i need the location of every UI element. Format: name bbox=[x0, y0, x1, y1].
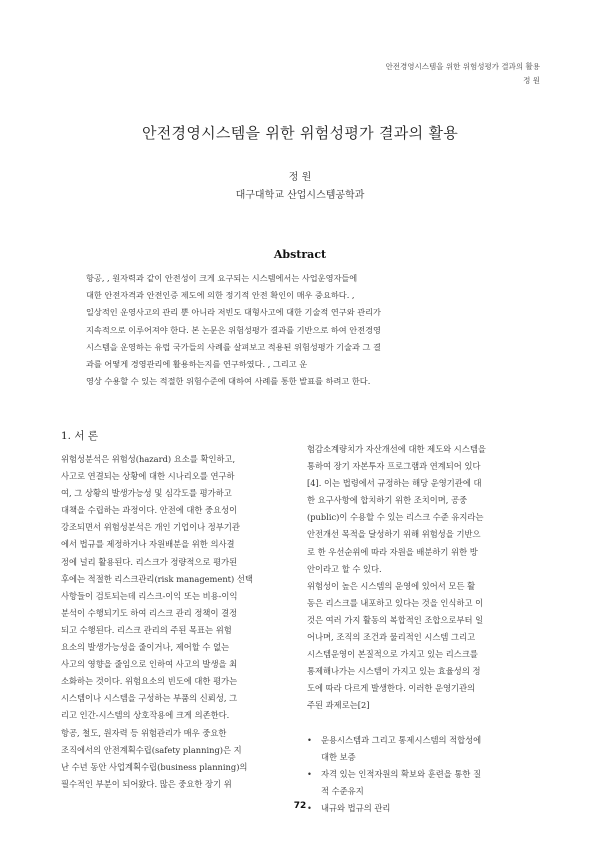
body-text-line: 대책을 수립하는 과정이다. 안전에 대한 중요성이 bbox=[61, 505, 238, 516]
body-text-line: 정에 널리 활용된다. 리스크가 정량적으로 평가된 bbox=[61, 556, 238, 567]
page-number: 72 bbox=[293, 801, 307, 811]
body-text-line: 험감소계량치가 자산개선에 대한 제도와 시스템을 bbox=[307, 444, 486, 454]
body-text-line: 사고의 영향을 줄임으로 인하여 사고의 발생을 최 bbox=[61, 659, 238, 670]
body-text-line: 사고로 연결되는 상황에 대한 시나리오를 연구하 bbox=[61, 471, 235, 482]
body-text-line: 항공, 철도, 원자력 등 위험관리가 매우 중요한 bbox=[61, 727, 227, 738]
body-text-line: 어나며, 조직의 조건과 물리적인 시스템 그리고 bbox=[307, 632, 476, 643]
body-text-line: 소화하는 것이다. 위험요소의 빈도에 대한 평가는 bbox=[61, 676, 238, 687]
body-text-line: 위험성분석은 위험성(hazard) 요소를 확인하고, bbox=[61, 454, 236, 464]
body-text-line: 안이라고 할 수 있다. bbox=[307, 563, 382, 574]
abstract-line: 시스템을 운영하는 유럽 국가들의 사례를 살펴보고 적용된 위험성평가 기술과 그 결 bbox=[86, 341, 381, 352]
list-item bbox=[307, 732, 540, 749]
body-text-line: 분석이 수행되기도 하여 리스크 관리 정책이 결정 bbox=[61, 607, 238, 618]
body-text-line: 동은 리스크를 내포하고 있다는 것을 인식하고 이 bbox=[307, 597, 484, 608]
body-text-line: 안전개선 목적을 달성하기 위해 위험성을 기반으 bbox=[307, 529, 481, 540]
body-text-line: 리고 인간-시스템의 상호작용에 크게 의존한다. bbox=[61, 710, 230, 721]
list-item bbox=[307, 766, 540, 783]
running-head bbox=[386, 60, 540, 88]
list-item-text: 자격 있는 인적자원의 확보와 훈련을 통한 질 bbox=[321, 768, 482, 779]
body-text-line: 로 한 우선순위에 따라 자원을 배분하기 위한 방 bbox=[307, 546, 478, 557]
paper-title: 안전경영시스템을 위한 위험성평가 결과의 활용 bbox=[141, 124, 459, 142]
bullet-icon: • bbox=[307, 802, 312, 813]
body-text-line: 사항들이 검토되는데 리스크-이익 또는 비용-이익 bbox=[61, 590, 238, 601]
body-text-line: 여, 그 상황의 발생가능성 및 심각도를 평가하고 bbox=[61, 488, 232, 499]
list-item-text: 내규와 법규의 관리 bbox=[321, 802, 391, 813]
body-text-line: 도에 따라 다르게 발생한다. 이러한 운영기관의 bbox=[307, 683, 476, 694]
author-name: 정 원 bbox=[288, 172, 312, 183]
body-text-line: [4]. 이는 법령에서 규정하는 해당 운영기관에 대 bbox=[307, 478, 482, 489]
list-item-text: 운용시스템과 그리고 통제시스템의 적합성에 bbox=[321, 734, 482, 745]
body-text-line: 주된 과제로는[2] bbox=[307, 700, 370, 711]
body-text-line: 조직에서의 안전계획수립(safety planning)은 지 bbox=[61, 744, 242, 755]
body-text-line: 위험성이 높은 시스템의 운영에 있어서 모든 활 bbox=[307, 580, 476, 591]
list-spacer bbox=[307, 715, 540, 732]
body-text-line: 통하여 장기 자본투자 프로그램과 연계되어 있다 bbox=[307, 461, 481, 472]
body-text-line: 에서 법규를 제정하거나 자원배분을 위한 의사결 bbox=[61, 539, 235, 550]
body-text-line: (public)이 수용할 수 있는 리스크 수준 유지라는 bbox=[307, 512, 484, 523]
running-head-title: 안전경영시스템을 위한 위험성평가 결과의 활용 bbox=[385, 62, 540, 71]
body-text-line: 시스템이나 시스템을 구성하는 부품의 신뢰성, 그 bbox=[61, 693, 238, 704]
body-text-line: 한 요구사항에 합치하기 위한 조치이며, 공중 bbox=[307, 495, 468, 506]
body-text-line: 필수적인 부분이 되어왔다. 많은 중요한 장기 위 bbox=[61, 778, 232, 789]
abstract-heading: Abstract bbox=[273, 248, 327, 261]
bullet-icon: • bbox=[307, 768, 312, 779]
abstract-line: 항공, , 원자력과 같이 안전성이 크게 요구되는 시스템에서는 사업운영자들에 bbox=[86, 273, 358, 283]
list-item-continuation: 적 수준유지 bbox=[321, 785, 364, 796]
body-text-line: 후에는 적절한 리스크관리(risk management) 선택 bbox=[61, 573, 253, 584]
left-column bbox=[61, 451, 294, 793]
running-head-author: 정 원 bbox=[523, 76, 540, 85]
body-text-line: 강조되면서 위험성분석은 개인 기업이나 정부기관 bbox=[61, 522, 240, 533]
body-text-line: 난 수년 동안 사업계획수립(business planning)의 bbox=[61, 761, 248, 772]
body-text-line: 것은 여러 가지 활동의 복합적인 조합으로부터 일 bbox=[307, 614, 484, 625]
abstract-line: 일상적인 운영사고의 관리 뿐 아니라 저빈도 대형사고에 대한 기술적 연구와 관리가 bbox=[86, 307, 381, 318]
abstract-line: 지속적으로 이루어져야 한다. 본 논문은 위험성평가 결과를 기반으로 하여 안전경영 bbox=[86, 324, 381, 335]
right-column bbox=[307, 441, 540, 817]
bullet-icon: • bbox=[307, 734, 312, 745]
list-item-continuation: 대한 보증 bbox=[321, 751, 356, 762]
author-affiliation: 대구대학교 산업시스템공학과 bbox=[235, 190, 365, 201]
abstract-body bbox=[86, 270, 516, 390]
section-heading: 1. 서 론 bbox=[61, 430, 98, 442]
body-text-line: 통제해나가는 시스템이 가지고 있는 효율성의 정 bbox=[307, 666, 481, 677]
body-text-line: 요소의 발생가능성을 줄이거나, 제어할 수 없는 bbox=[61, 642, 230, 653]
abstract-line: 영상 수용할 수 있는 적절한 위험수준에 대하여 사례를 통한 발표를 하려고 한다. bbox=[86, 376, 371, 387]
body-text-line: 시스템운영이 본질적으로 가지고 있는 리스크를 bbox=[307, 649, 478, 660]
abstract-line: 대한 안전자격과 안전인증 제도에 의한 정기적 안전 확인이 매우 중요하다. , bbox=[86, 290, 355, 301]
abstract-line: 과를 어떻게 경영관리에 활용하는지를 연구하였다. , 그리고 운 bbox=[86, 358, 308, 369]
body-text-line: 되고 수행된다. 리스크 관리의 주된 목표는 위험 bbox=[61, 624, 232, 635]
